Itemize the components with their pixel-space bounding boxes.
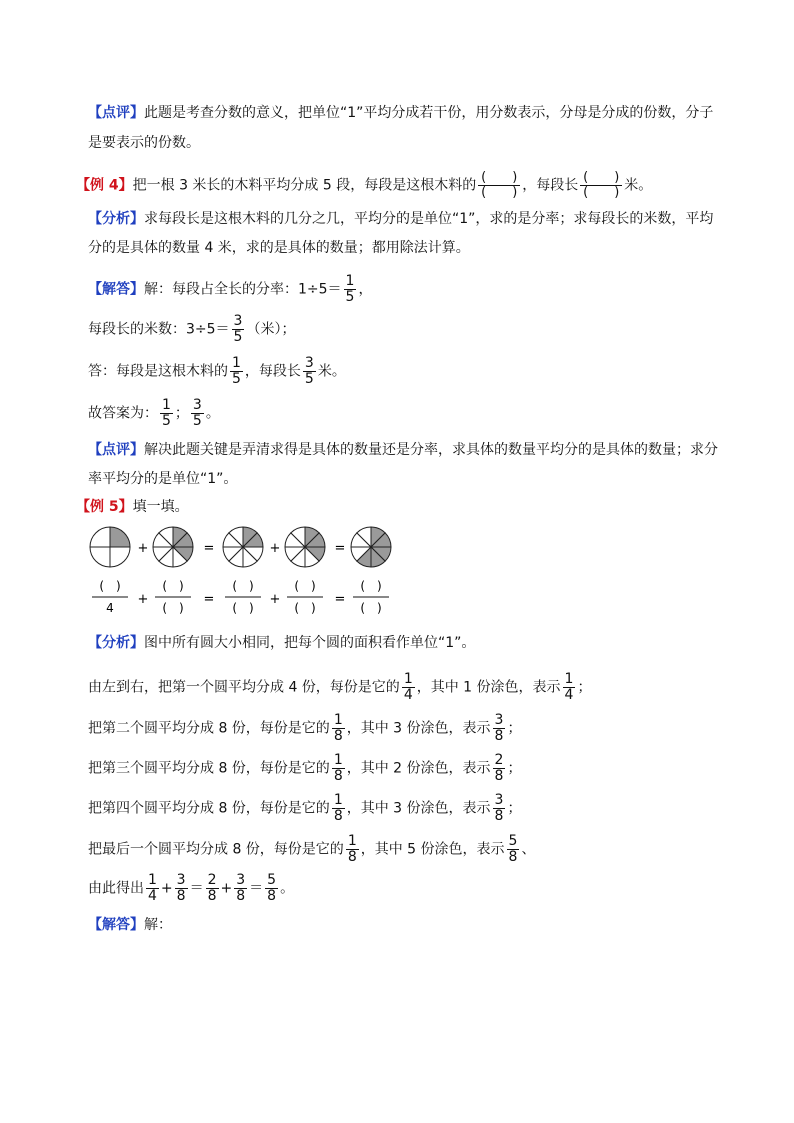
fraction: $\frac{1}{4}$ <box>148 872 157 904</box>
blank-fraction: $\frac{( )}{( )}$ <box>580 171 622 200</box>
example-4-question: 【例 4】把一根 3 米长的木料平均分成 5 段，每段是这根木料的 $\frac{( )}{( )}$ ，每段长 $\frac{( )}{( )}$ 米。 <box>76 170 653 200</box>
fraction: $\frac{1}{5}$ <box>232 355 241 387</box>
fraction-numerator-blank: ( ) <box>162 579 184 593</box>
fraction-denominator: 4 <box>106 601 114 615</box>
operator-symbol: + <box>269 592 281 607</box>
fraction-circle <box>90 527 130 567</box>
fraction-denominator-blank: ( ) <box>294 601 316 615</box>
fraction-circles-figure <box>88 525 396 619</box>
fraction: $\frac{1}{8}$ <box>333 792 343 824</box>
fraction: $\frac{2}{8}$ <box>207 872 217 904</box>
analysis-5-row: 把第四个圆平均分成 8 份，每份是它的 $\frac{1}{8}$ ，其中 3 份涂色，表示 $\frac{3}{8}$ ； <box>88 792 522 824</box>
fraction: $\frac{2}{8}$ <box>494 752 504 784</box>
fraction: $\frac{3}{8}$ <box>494 792 504 824</box>
fraction: $\frac{1}{5}$ <box>162 397 171 429</box>
comment-4-line-1: 【点评】解决此题关键是弄清求得是具体的数量还是分率，求具体的数量平均分的是具体的数量；求分 <box>88 442 718 458</box>
blank-fraction: $\frac{( )}{( )}$ <box>478 171 520 200</box>
analysis-5-conclusion: 由此得出 $\frac{1}{4}$ + $\frac{3}{8}$ ＝ $\frac{2}{8}$ + $\frac{3}{8}$ ＝ $\frac{5}{8}$ 。 <box>88 872 295 904</box>
fraction: $\frac{3}{5}$ <box>304 355 314 387</box>
fraction-numerator-blank: ( ) <box>360 579 382 593</box>
analysis-tag: 【分析】 <box>88 211 144 227</box>
unshaded-sector <box>90 547 110 567</box>
operator-symbol: + <box>137 592 149 607</box>
analysis-4-line-2: 分的是具体的数量 4 米，求的是具体的数量；都用除法计算。 <box>88 240 470 256</box>
fraction: $\frac{1}{4}$ <box>564 671 574 703</box>
fraction-circle <box>285 527 325 567</box>
operator-symbol: + <box>137 541 149 556</box>
fraction: $\frac{3}{8}$ <box>494 712 504 744</box>
unshaded-sector <box>90 527 110 547</box>
answer-tag: 【解答】 <box>88 917 144 933</box>
operator-symbol: = <box>203 541 215 556</box>
question-text: 把一根 3 米长的木料平均分成 5 段，每段是这根木料的 <box>132 177 477 194</box>
answer-4-line-3: 答：每段是这根木料的 $\frac{1}{5}$ ，每段长 $\frac{3}{5}$ 米。 <box>88 355 346 387</box>
example-tag: 【例 5】 <box>76 499 133 515</box>
operator-symbol: = <box>203 592 215 607</box>
answer-4-line-4: 故答案为： $\frac{1}{5}$ ； $\frac{3}{5}$ 。 <box>88 397 220 429</box>
fraction: $\frac{3}{8}$ <box>236 872 246 904</box>
answer-4-line-1: 【解答】解：每段占全长的分率：1÷5＝ $\frac{1}{5}$ ， <box>88 273 373 305</box>
comment-text: 是要表示的份数。 <box>88 135 200 151</box>
fraction: $\frac{3}{5}$ <box>233 313 243 345</box>
fraction: $\frac{3}{8}$ <box>176 872 186 904</box>
analysis-5-row: 把最后一个圆平均分成 8 份，每份是它的 $\frac{1}{8}$ ，其中 5 份涂色，表示 $\frac{5}{8}$ 、 <box>88 833 536 865</box>
fraction-denominator-blank: ( ) <box>360 601 382 615</box>
unshaded-sector <box>110 547 130 567</box>
example-5-question: 【例 5】填一填。 <box>76 499 189 515</box>
analysis-tag: 【分析】 <box>88 635 144 651</box>
analysis-5-row: 把第三个圆平均分成 8 份，每份是它的 $\frac{1}{8}$ ，其中 2 份涂色，表示 $\frac{2}{8}$ ； <box>88 752 522 784</box>
analysis-5-row: 由左到右，把第一个圆平均分成 4 份，每份是它的 $\frac{1}{4}$ ，其中 1 份涂色，表示 $\frac{1}{4}$ ； <box>88 671 592 703</box>
fraction: $\frac{1}{5}$ <box>345 273 355 305</box>
fraction: $\frac{1}{8}$ <box>347 833 357 865</box>
fraction: $\frac{1}{8}$ <box>333 752 343 784</box>
analysis-5-line-0: 【分析】图中所有圆大小相同，把每个圆的面积看作单位“1”。 <box>88 635 476 651</box>
fraction-denominator-blank: ( ) <box>232 601 254 615</box>
analysis-4-line-1: 【分析】求每段长是这根木料的几分之几，平均分的是单位“1”，求的是分率；求每段长的米数，平均 <box>88 211 714 227</box>
comment-tag: 【点评】 <box>88 105 144 121</box>
fraction-circle <box>153 527 193 567</box>
fraction-denominator-blank: ( ) <box>162 601 184 615</box>
fraction-circle <box>351 527 391 567</box>
fraction: $\frac{3}{5}$ <box>192 397 202 429</box>
fraction: $\frac{1}{8}$ <box>333 712 343 744</box>
comment-1-line-1 <box>88 103 713 123</box>
fraction: $\frac{5}{8}$ <box>508 833 518 865</box>
fraction-circle <box>223 527 263 567</box>
comment-1-line-2 <box>88 133 200 153</box>
operator-symbol: + <box>269 541 281 556</box>
operator-symbol: = <box>334 592 346 607</box>
answer-4-line-2: 每段长的米数：3÷5＝ $\frac{3}{5}$ （米）； <box>88 313 296 345</box>
operator-symbol: = <box>334 541 346 556</box>
fraction: $\frac{5}{8}$ <box>267 872 277 904</box>
example-tag: 【例 4】 <box>76 177 133 194</box>
fraction: $\frac{1}{4}$ <box>403 671 413 703</box>
comment-text: 此题是考查分数的意义，把单位“1”平均分成若干份，用分数表示，分母是分成的份数，分子 <box>144 105 714 121</box>
shaded-sector <box>110 527 130 547</box>
answer-5-line: 【解答】解： <box>88 917 172 933</box>
fraction-numerator-blank: ( ) <box>99 579 121 593</box>
fraction-numerator-blank: ( ) <box>294 579 316 593</box>
comment-tag: 【点评】 <box>88 442 144 458</box>
analysis-5-row: 把第二个圆平均分成 8 份，每份是它的 $\frac{1}{8}$ ，其中 3 份涂色，表示 $\frac{3}{8}$ ； <box>88 712 522 744</box>
fraction-numerator-blank: ( ) <box>232 579 254 593</box>
answer-tag: 【解答】 <box>88 281 144 298</box>
comment-4-line-2: 率平均分的是单位“1”。 <box>88 471 238 487</box>
